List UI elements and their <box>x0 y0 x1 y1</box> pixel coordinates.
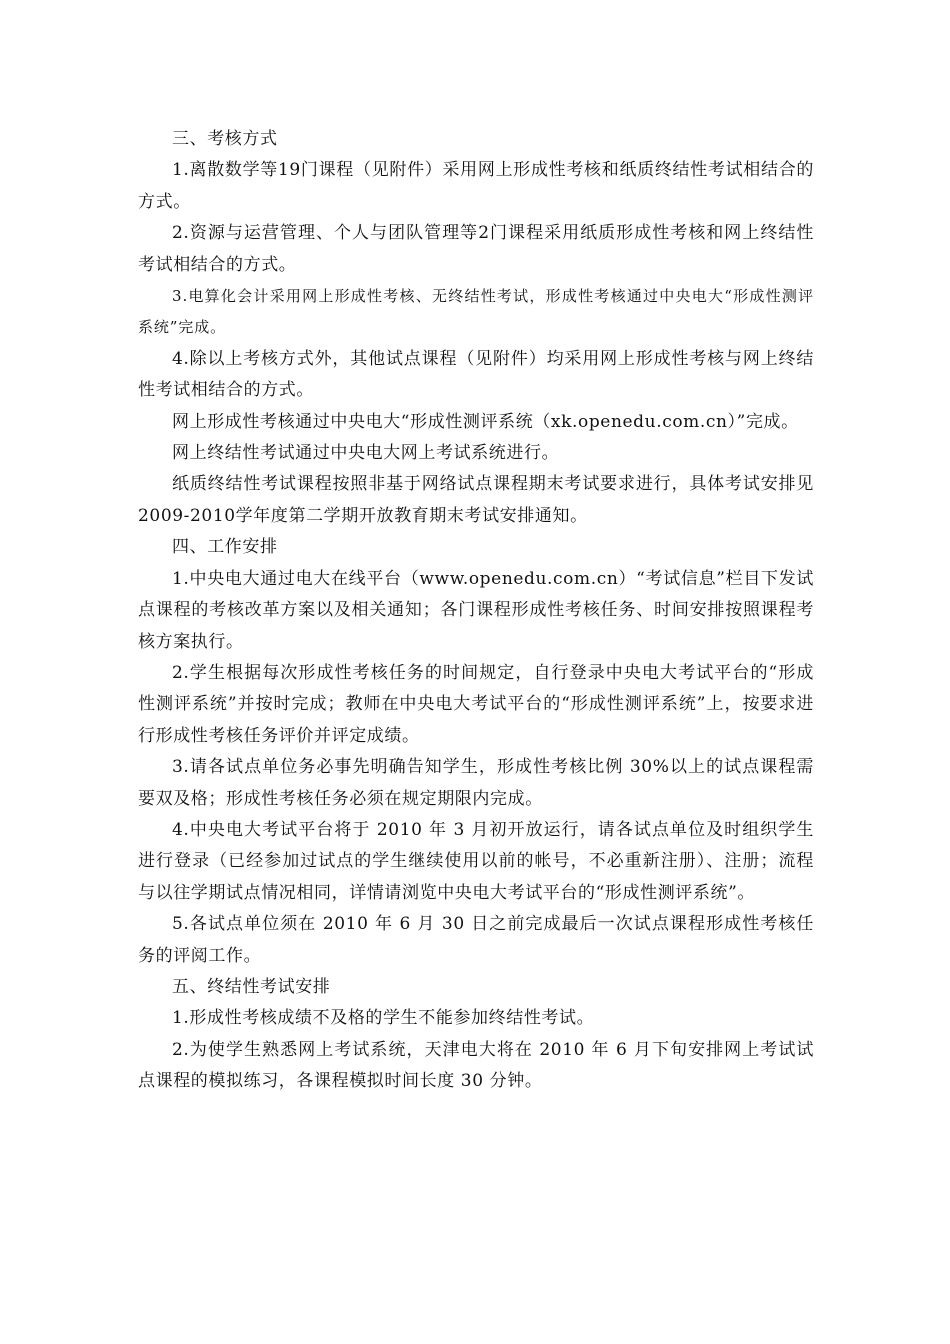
section-5-heading: 五、终结性考试安排 <box>172 976 331 997</box>
section-5-paragraph-2: 2.为使学生熟悉网上考试系统，天津电大将在 2010 年 6 月下旬安排网上考试试点课程的模拟练习，各课程模拟时间长度 30 分钟。 <box>138 1039 814 1092</box>
section-4-paragraph-4: 4.中央电大考试平台将于 2010 年 3 月初开放运行，请各试点单位及时组织学生进行登录（已经参加过试点的学生继续使用以前的帐号，不必重新注册）、注册；流程与以往学期试点情况相同，详情请浏览中央电大考试平台的“形成性测评系统”。 <box>138 819 814 903</box>
section-4-paragraph-2: 2.学生根据每次形成性考核任务的时间规定，自行登录中央电大考试平台的“形成性测评系统”并按时完成；教师在中央电大考试平台的“形成性测评系统”上，按要求进行形成性考核任务评价并评定成绩。 <box>138 662 814 746</box>
section-4-paragraph-5: 5.各试点单位须在 2010 年 6 月 30 日之前完成最后一次试点课程形成性考核任务的评阅工作。 <box>138 914 814 966</box>
section-4-paragraph-1: 1.中央电大通过电大在线平台（www.openedu.com.cn）“考试信息”栏目下发试点课程的考核改革方案以及相关通知；各门课程形成性考核任务、时间安排按照课程考核方案执行。 <box>138 568 814 652</box>
section-4-heading: 四、工作安排 <box>172 537 278 558</box>
section-3-heading: 三、考核方式 <box>172 129 278 149</box>
section-3-paragraph-3: 3.电算化会计采用网上形成性考核、无终结性考试，形成性考核通过中央电大“形成性测评系统”完成。 <box>138 287 814 337</box>
section-3-paragraph-4: 4.除以上考核方式外，其他试点课程（见附件）均采用网上形成性考核与网上终结性考试相结合的方式。 <box>138 348 814 401</box>
section-3-paragraph-6: 网上终结性考试通过中央电大网上考试系统进行。 <box>172 443 560 464</box>
section-3-paragraph-7: 纸质终结性考试课程按照非基于网络试点课程期末考试要求进行，具体考试安排见2009-2010学年度第二学期开放教育期末考试安排通知。 <box>138 474 814 526</box>
section-5-paragraph-1: 1.形成性考核成绩不及格的学生不能参加终结性考试。 <box>172 1008 595 1029</box>
section-3-paragraph-1: 1.离散数学等19门课程（见附件）采用网上形成性考核和纸质终结性考试相结合的方式。 <box>138 160 814 212</box>
document-body <box>138 124 814 1098</box>
section-3-paragraph-2: 2.资源与运营管理、个人与团队管理等2门课程采用纸质形成性考核和网上终结性考试相结合的方式。 <box>138 223 814 275</box>
section-4-paragraph-3: 3.请各试点单位务必事先明确告知学生，形成性考核比例 30%以上的试点课程需要双及格；形成性考核任务必须在规定期限内完成。 <box>138 757 814 809</box>
section-3-paragraph-5: 网上形成性考核通过中央电大“形成性测评系统（xk.openedu.com.cn）”完成。 <box>172 411 799 432</box>
